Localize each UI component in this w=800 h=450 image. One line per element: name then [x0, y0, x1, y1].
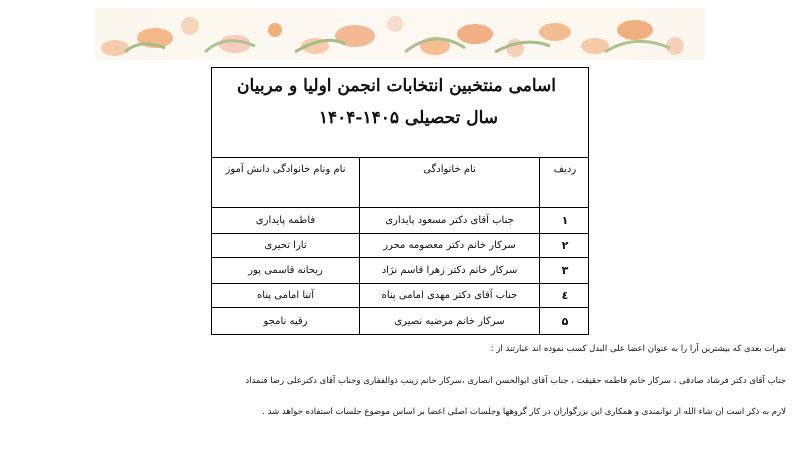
- floral-banner: [95, 8, 705, 60]
- header-student-name: نام ونام خانوادگی دانش آموز: [212, 158, 360, 207]
- note-line-3: لازم به ذکر است ان شاء الله از توانمندی و همکاری این بزرگواران در کار گروهها وجلسات اصلی اعضا بر اساس موضوع جلسات استفاده خواهد شد .: [262, 407, 786, 417]
- table-row: [212, 234, 588, 258]
- parent-name: سرکار خانم دکتر زهرا قاسم نژاد: [360, 258, 540, 283]
- row-number: ۲: [561, 239, 569, 252]
- title-line-1: اسامی منتخبین انتخابات انجمن اولیا و مربیان: [237, 76, 556, 96]
- student-name: فاطمه پایداری: [212, 208, 360, 233]
- parent-name: جناب آقای دکتر مهدی امامی پناه: [360, 284, 540, 307]
- row-number: ۳: [561, 264, 569, 277]
- parent-name: سرکار خانم دکتر معصومه محرر: [360, 234, 540, 257]
- header-family-name: نام خانوادگی: [360, 158, 540, 207]
- row-number: ۵: [561, 314, 569, 328]
- table-header-row: [212, 158, 588, 208]
- table-row: [212, 208, 588, 234]
- title-line-2: سال تحصیلی ۱۴۰۵-۱۴۰۴: [318, 108, 498, 128]
- table-row: [212, 308, 588, 334]
- table-row: [212, 284, 588, 308]
- student-name: تارا تحیری: [212, 234, 360, 257]
- members-table: [211, 67, 589, 335]
- header-row-number: ردیف: [553, 164, 577, 175]
- student-name: آتنا امامی پناه: [212, 284, 360, 307]
- student-name: ریحانه قاسمی پور: [212, 258, 360, 283]
- student-name: رقیه نامجو: [212, 308, 360, 334]
- table-row: [212, 258, 588, 284]
- note-line-2: جناب آقای دکتر فرشاد صادقی ، سرکار خانم فاطمه حقیقت ، جناب آقای ابوالحسن انصاری ،سرکار خانم زینب ذوالفقاری وجناب آقای دکترعلی رضا قنمداد: [245, 376, 786, 386]
- row-number: ٤: [561, 289, 569, 302]
- row-number: ۱: [561, 214, 569, 227]
- parent-name: جناب آقای دکتر مسعود پایداری: [360, 208, 540, 233]
- note-line-1: نفرات بعدی که بیشترین آرا را به عنوان اعضا علی البدل کسب نموده اند عبارتند از :: [490, 344, 786, 354]
- parent-name: سرکار خانم مرضیه نصیری: [360, 308, 540, 334]
- table-title: [212, 68, 588, 158]
